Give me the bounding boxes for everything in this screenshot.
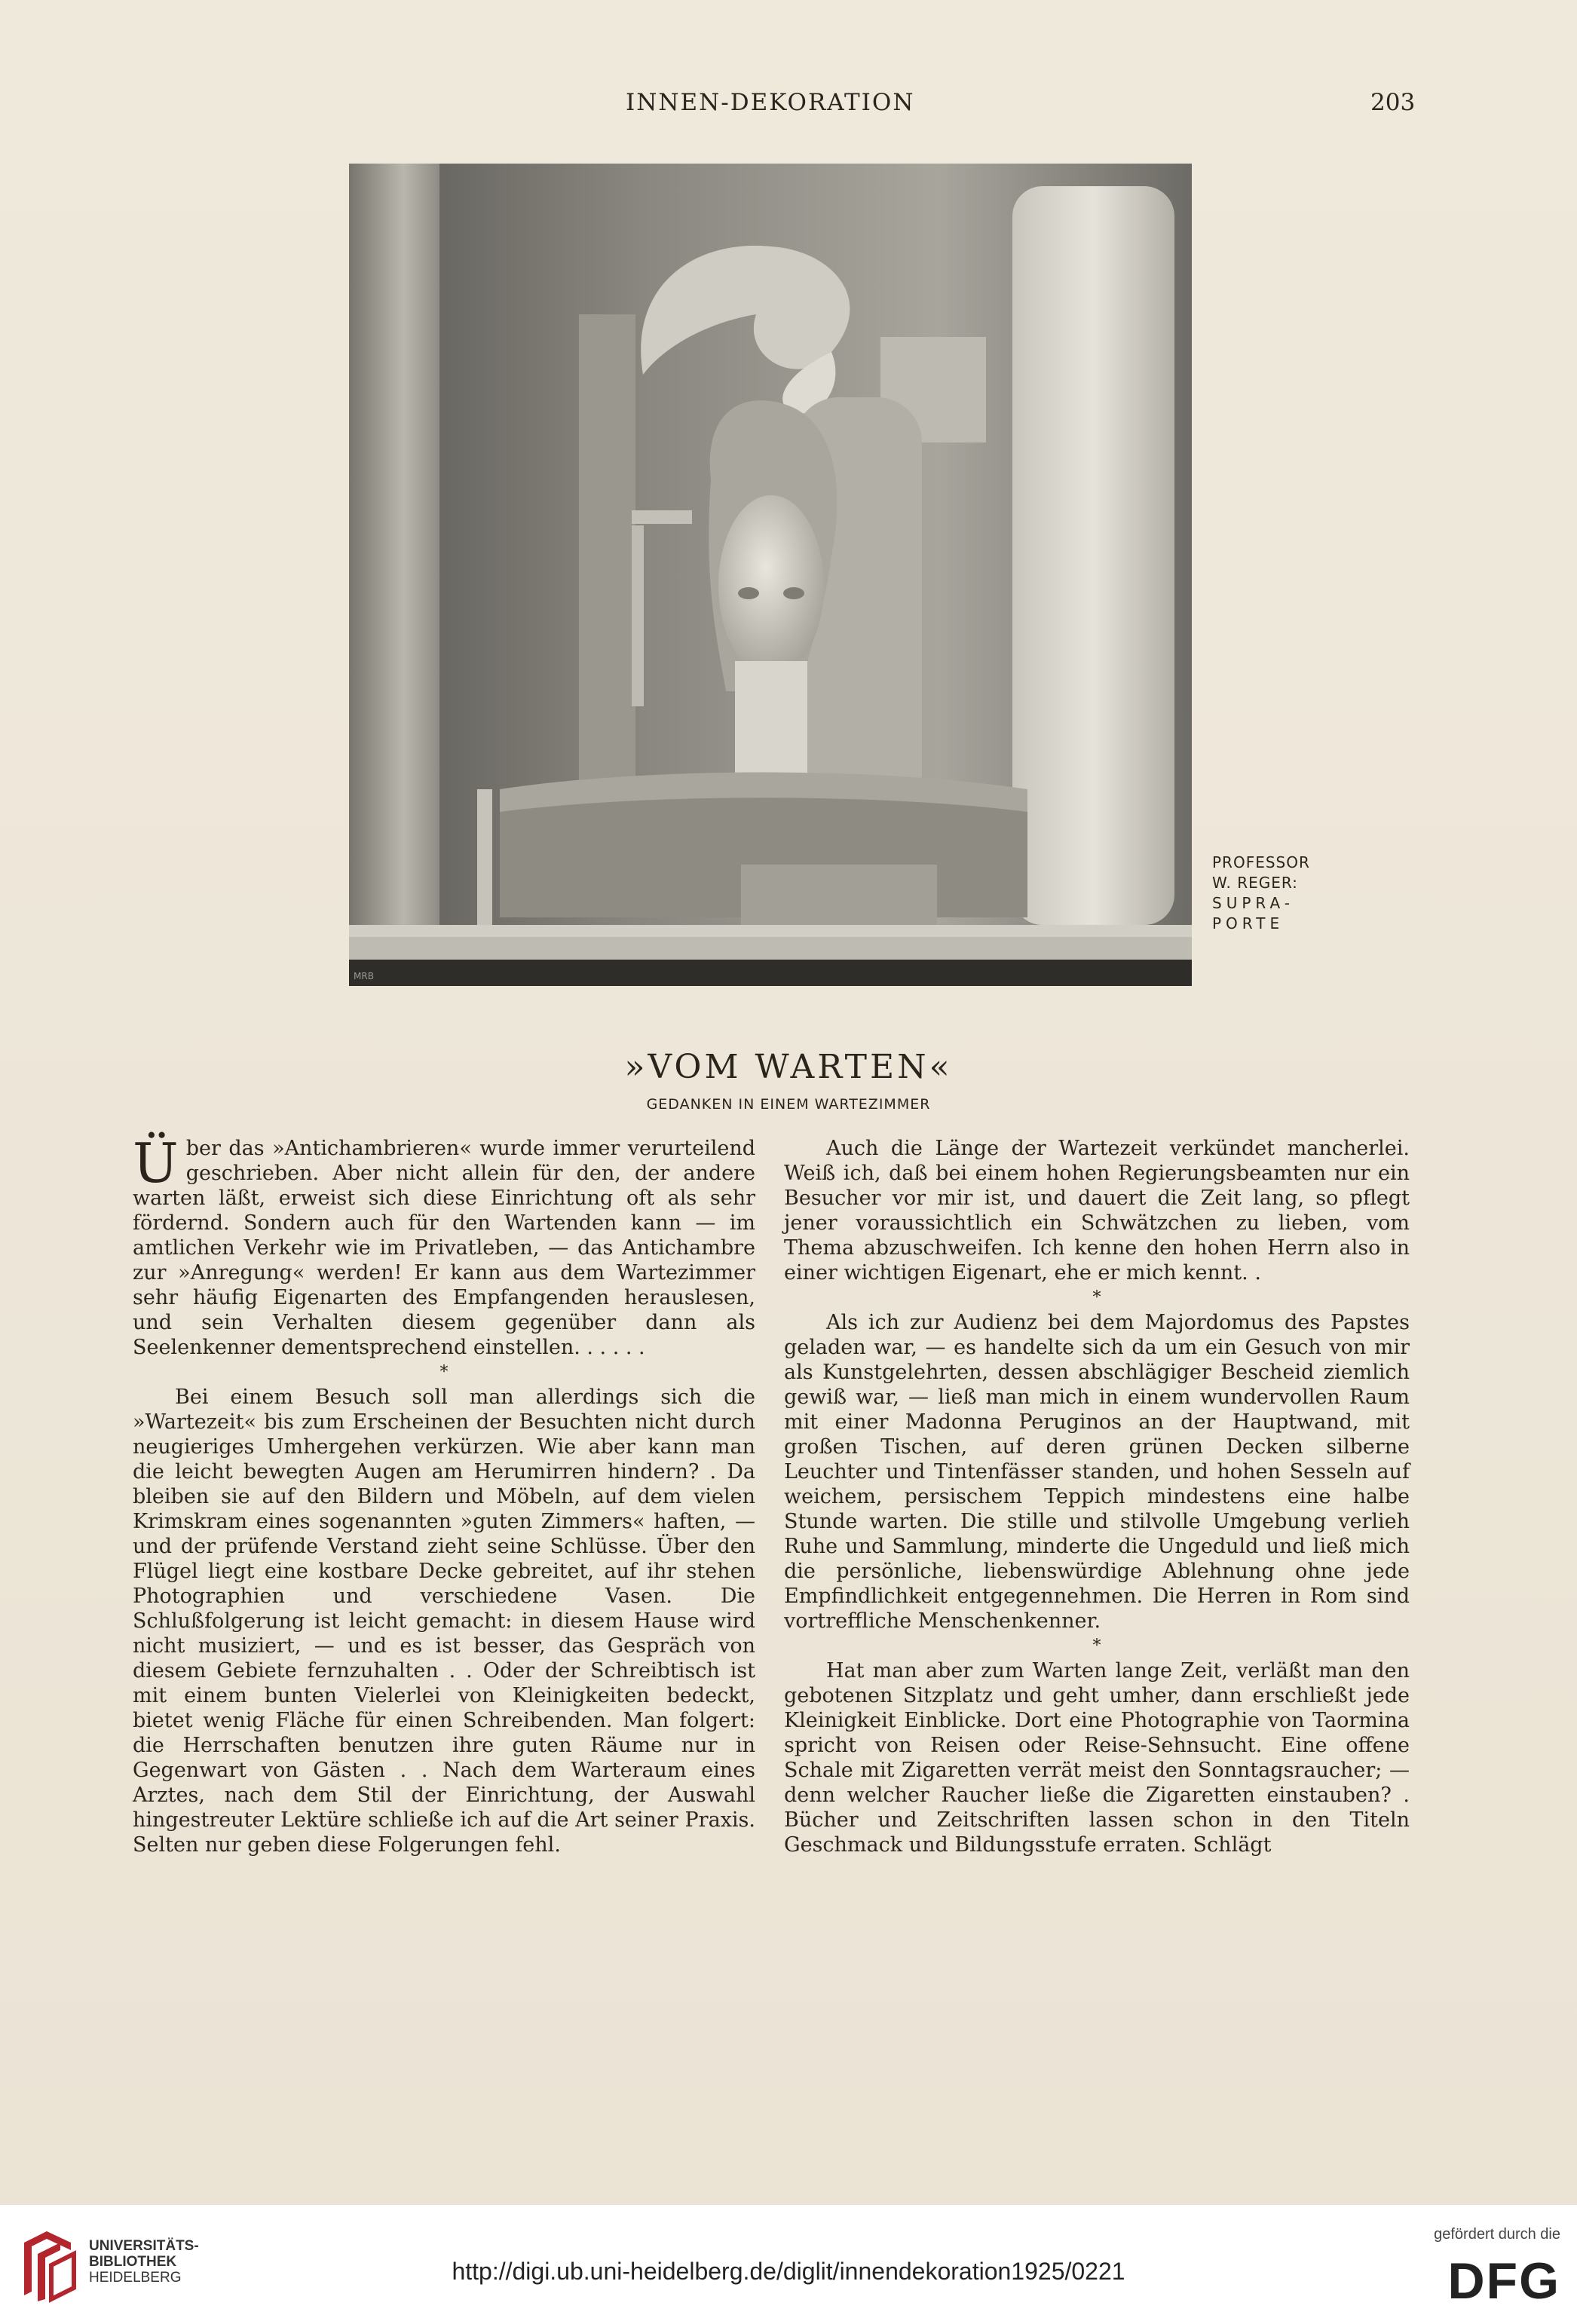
paragraph: Bei einem Besuch soll man allerdings sich die »Wartezeit« bis zum Erscheinen der Besuchten nicht durch neugieriges Umhergehen verkürzen. Wie aber kann man die leicht bewegten Augen am Herumirren hindern? . Da bleiben sie auf den Bildern und Möbeln, auf dem vielen Krimskram eines sogenannten »guten Zimmers« haften, — und der prüfende Verstand zieht seine Schlüsse. Über den Flügel liegt eine kostbare Decke gebreitet, auf ihr stehen Photographien und verschiedene Vasen. Die Schlußfolgerung ist leicht gemacht: in diesem Hause wird nicht musiziert, — und es ist besser, das Gespräch von diesem Gebiete fernzuhalten . . Oder der Schreibtisch ist mit einem bunten Vielerlei von Kleinigkeiten bedeckt, bietet wenig Fläche für einen Schreibenden. Man folgert: die Herrschaften benutzen ihre guten Räume nur in Gegenwart von Gästen . . Nach dem Warteraum eines Arztes, nach dem Stil der Einrichtung, der Auswahl hingestreuter Lektüre schließe ich auf die Art seiner Praxis. Selten nur geben diese Folgerungen fehl.: [133, 1386, 755, 1857]
paragraph: Hat man aber zum Warten lange Zeit, verläßt man den gebotenen Sitzplatz und geht umher, dann erschließt jede Kleinigkeit Einblicke. Dort eine Photographie von Taormina spricht von Reisen oder Reise-Sehnsucht. Eine offene Schale mit Zigaretten verrät meist den Sonntagsraucher; — denn welcher Raucher ließe die Zigaretten einstauben? . Bücher und Zeitschriften lassen schon in den Titeln Geschmack und Bildungsstufe erraten. Schlägt: [784, 1659, 1410, 1857]
caption-line: W. REGER:: [1212, 874, 1298, 892]
running-head: [0, 89, 1577, 119]
library-name: UNIVERSITÄTS- BIBLIOTHEK HEIDELBERG: [89, 2238, 199, 2286]
caption-line: PORTE: [1212, 914, 1285, 932]
section-separator: *: [439, 1363, 449, 1382]
paragraph: Auch die Länge der Wartezeit verkündet mancherlei. Weiß ich, daß bei einem hohen Regierungsbeamten nur ein Besucher vor mir ist, und dauert die Zeit lang, so pflegt jener voraussichtlich ein Schwätzchen zu lieben, vom Thema abzuschweifen. Ich kenne den hohen Herrn also in einer wichtigen Eigenart, ehe er mich kennt. .: [784, 1137, 1410, 1284]
sculpture-photograph: [349, 164, 1192, 986]
funding-note: gefördert durch die: [1434, 2226, 1560, 2243]
caption-line: PROFESSOR: [1212, 853, 1310, 871]
paragraph: Als ich zur Audienz bei dem Majordomus des Papstes geladen war, — es handelte sich da um ein Gesuch von mir als Kunstgelehrten, dessen abschlägiger Bescheid ziemlich gewiß war, — ließ man mich in einem wundervollen Raum mit einer Madonna Peruginos an der Hauptwand, mit großen Tischen, auf deren grünen Decken silberne Leuchter und Tintenfässer standen, und hohen Sesseln auf weichem, persischem Teppich mindestens eine halbe Stunde warten. Die stille und stilvolle Umgebung verlieh Ruhe und Sammlung, minderte die Ungeduld und ließ mich die persönliche, liebenswürdige Ablehnung ohne jede Empfindlichkeit entgegennehmen. Die Herren in Rom sind vortreffliche Menschenkenner.: [784, 1311, 1410, 1633]
library-footer: [0, 2205, 1577, 2324]
permalink-url[interactable]: http://digi.ub.uni-heidelberg.de/diglit/innendekoration1925/0221: [452, 2258, 1125, 2285]
page-number: 203: [1370, 89, 1416, 116]
article-title: »VOM WARTEN«: [624, 1048, 953, 1086]
paragraph-text: ber das »Antichambrieren« wurde immer verurteilend geschrieben. Aber nicht allein für den, der andere warten läßt, erweist sich diese Einrichtung oft als sehr fördernd. Sondern auch für den Wartenden kann — im amtlichen Verkehr wie im Privatleben, — das Antichambre zur »Anregung« werden! Er kann aus dem Wartezimmer sehr häufig Eigenarten des Empfangenden herauslesen, und sein Verhalten diesem gegenüber dann als Seelenkenner dementsprechend einstellen. . . . . .: [133, 1137, 755, 1359]
drop-cap: Ü: [133, 1131, 179, 1195]
dfg-logo: DFG: [1447, 2252, 1560, 2310]
article-subtitle: GEDANKEN IN EINEM WARTEZIMMER: [646, 1096, 931, 1113]
running-title: INNEN-DEKORATION: [626, 89, 915, 116]
paragraph: [133, 1131, 755, 1360]
text-column-right: [784, 1136, 1410, 1857]
caption-line: SUPRA-: [1212, 894, 1294, 912]
section-separator: *: [1092, 1637, 1101, 1655]
text-column-left: [133, 1131, 755, 1857]
section-separator: *: [1092, 1288, 1101, 1307]
figure-caption: [1212, 853, 1325, 934]
photo-monogram: MRB: [354, 971, 374, 981]
